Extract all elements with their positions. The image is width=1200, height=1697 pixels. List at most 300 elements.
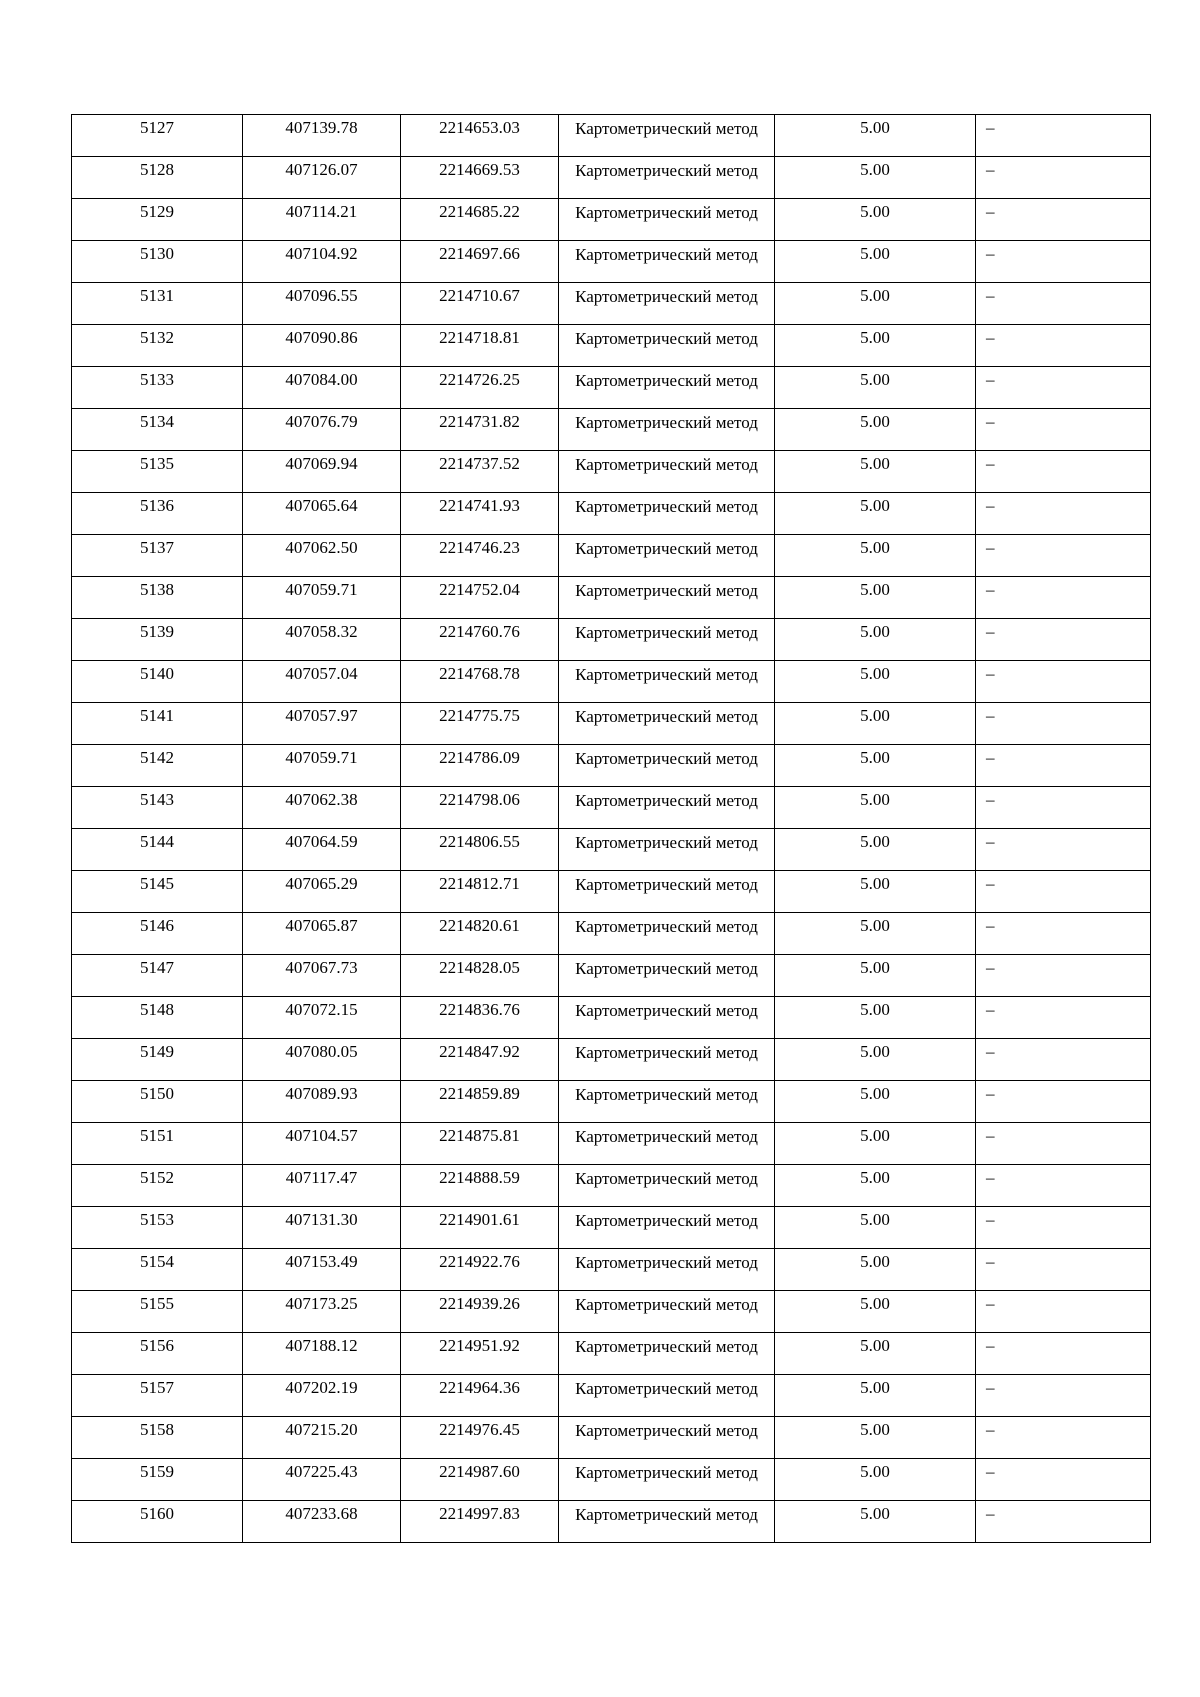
y-coordinate-cell [401,367,559,409]
accuracy-cell [775,115,976,157]
point-number-cell [72,1165,243,1207]
note-cell [976,199,1151,241]
method-value: Картометрический метод [575,245,758,264]
note-value: – [986,664,995,683]
y-coordinate-value: 2214741.93 [439,496,520,515]
note-cell [976,703,1151,745]
accuracy-value: 5.00 [860,1126,890,1145]
x-coordinate-cell [243,871,401,913]
accuracy-value: 5.00 [860,1420,890,1439]
method-value: Картометрический метод [575,581,758,600]
accuracy-value: 5.00 [860,1336,890,1355]
note-cell [976,787,1151,829]
method-cell [559,535,775,577]
method-cell [559,1375,775,1417]
y-coordinate-value: 2214888.59 [439,1168,520,1187]
y-coordinate-value: 2214976.45 [439,1420,520,1439]
method-value: Картометрический метод [575,665,758,684]
table-row [72,283,1151,325]
accuracy-value: 5.00 [860,580,890,599]
method-cell [559,1123,775,1165]
accuracy-value: 5.00 [860,1042,890,1061]
y-coordinate-cell [401,157,559,199]
accuracy-cell [775,787,976,829]
accuracy-cell [775,367,976,409]
point-number-value: 5141 [140,706,174,725]
point-number-cell [72,745,243,787]
accuracy-cell [775,1165,976,1207]
y-coordinate-cell [401,199,559,241]
point-number-value: 5130 [140,244,174,263]
accuracy-value: 5.00 [860,790,890,809]
method-cell [559,283,775,325]
table-row [72,871,1151,913]
y-coordinate-value: 2214760.76 [439,622,520,641]
y-coordinate-cell [401,619,559,661]
method-value: Картометрический метод [575,539,758,558]
accuracy-value: 5.00 [860,328,890,347]
y-coordinate-value: 2214798.06 [439,790,520,809]
x-coordinate-cell [243,829,401,871]
point-number-cell [72,1123,243,1165]
point-number-value: 5131 [140,286,174,305]
point-number-value: 5139 [140,622,174,641]
note-value: – [986,916,995,935]
point-number-cell [72,283,243,325]
x-coordinate-value: 407057.97 [285,706,358,725]
coordinates-table [71,114,1151,1543]
method-cell [559,1417,775,1459]
x-coordinate-value: 407126.07 [285,160,358,179]
point-number-value: 5157 [140,1378,174,1397]
x-coordinate-cell [243,619,401,661]
method-cell [559,409,775,451]
accuracy-cell [775,535,976,577]
x-coordinate-value: 407065.29 [285,874,358,893]
accuracy-value: 5.00 [860,1462,890,1481]
table-row [72,115,1151,157]
x-coordinate-cell [243,1459,401,1501]
y-coordinate-cell [401,661,559,703]
y-coordinate-cell [401,955,559,997]
y-coordinate-value: 2214806.55 [439,832,520,851]
x-coordinate-value: 407067.73 [285,958,358,977]
method-cell [559,367,775,409]
accuracy-cell [775,871,976,913]
note-cell [976,409,1151,451]
table-row [72,1333,1151,1375]
table-row [72,955,1151,997]
table-row [72,367,1151,409]
note-value: – [986,832,995,851]
accuracy-cell [775,1291,976,1333]
x-coordinate-cell [243,1333,401,1375]
accuracy-value: 5.00 [860,286,890,305]
x-coordinate-cell [243,1249,401,1291]
x-coordinate-cell [243,997,401,1039]
method-cell [559,913,775,955]
accuracy-value: 5.00 [860,1210,890,1229]
x-coordinate-cell [243,367,401,409]
note-value: – [986,1336,995,1355]
y-coordinate-value: 2214901.61 [439,1210,520,1229]
point-number-cell [72,703,243,745]
y-coordinate-cell [401,409,559,451]
note-cell [976,1291,1151,1333]
x-coordinate-value: 407065.87 [285,916,358,935]
y-coordinate-value: 2214836.76 [439,1000,520,1019]
x-coordinate-cell [243,1081,401,1123]
method-value: Картометрический метод [575,707,758,726]
point-number-cell [72,913,243,955]
accuracy-value: 5.00 [860,1252,890,1271]
x-coordinate-value: 407202.19 [285,1378,358,1397]
method-value: Картометрический метод [575,1505,758,1524]
x-coordinate-cell [243,199,401,241]
table-row [72,451,1151,493]
y-coordinate-cell [401,1333,559,1375]
accuracy-value: 5.00 [860,412,890,431]
x-coordinate-value: 407076.79 [285,412,358,431]
y-coordinate-cell [401,1417,559,1459]
note-value: – [986,496,995,515]
point-number-value: 5160 [140,1504,174,1523]
note-value: – [986,1210,995,1229]
method-cell [559,1291,775,1333]
method-cell [559,955,775,997]
note-cell [976,157,1151,199]
note-cell [976,829,1151,871]
note-cell [976,241,1151,283]
x-coordinate-value: 407062.38 [285,790,358,809]
x-coordinate-cell [243,1207,401,1249]
accuracy-cell [775,283,976,325]
table-row [72,325,1151,367]
method-value: Картометрический метод [575,203,758,222]
accuracy-cell [775,577,976,619]
table-row [72,703,1151,745]
table-row [72,493,1151,535]
method-value: Картометрический метод [575,917,758,936]
y-coordinate-cell [401,1249,559,1291]
method-cell [559,577,775,619]
x-coordinate-cell [243,1417,401,1459]
note-value: – [986,1504,995,1523]
note-value: – [986,1462,995,1481]
point-number-cell [72,1333,243,1375]
y-coordinate-cell [401,283,559,325]
point-number-value: 5152 [140,1168,174,1187]
method-value: Картометрический метод [575,1421,758,1440]
method-value: Картометрический метод [575,1085,758,1104]
x-coordinate-value: 407104.92 [285,244,358,263]
x-coordinate-value: 407188.12 [285,1336,358,1355]
note-value: – [986,286,995,305]
note-value: – [986,538,995,557]
x-coordinate-value: 407064.59 [285,832,358,851]
y-coordinate-value: 2214964.36 [439,1378,520,1397]
note-cell [976,1039,1151,1081]
point-number-cell [72,661,243,703]
accuracy-value: 5.00 [860,1000,890,1019]
accuracy-cell [775,661,976,703]
table-row [72,577,1151,619]
table-row [72,241,1151,283]
method-value: Картометрический метод [575,1337,758,1356]
point-number-cell [72,325,243,367]
method-cell [559,829,775,871]
point-number-cell [72,1459,243,1501]
note-cell [976,1501,1151,1543]
note-cell [976,1249,1151,1291]
x-coordinate-value: 407139.78 [285,118,358,137]
note-cell [976,1165,1151,1207]
x-coordinate-value: 407059.71 [285,748,358,767]
x-coordinate-cell [243,451,401,493]
point-number-value: 5133 [140,370,174,389]
x-coordinate-value: 407173.25 [285,1294,358,1313]
x-coordinate-value: 407104.57 [285,1126,358,1145]
note-value: – [986,328,995,347]
note-cell [976,955,1151,997]
x-coordinate-value: 407059.71 [285,580,358,599]
point-number-value: 5146 [140,916,174,935]
point-number-cell [72,577,243,619]
table-row [72,1375,1151,1417]
point-number-cell [72,871,243,913]
note-cell [976,745,1151,787]
table-row [72,997,1151,1039]
table-row [72,1123,1151,1165]
accuracy-cell [775,619,976,661]
y-coordinate-value: 2214731.82 [439,412,520,431]
x-coordinate-value: 407062.50 [285,538,358,557]
method-cell [559,1459,775,1501]
x-coordinate-value: 407069.94 [285,454,358,473]
x-coordinate-value: 407215.20 [285,1420,358,1439]
note-value: – [986,1126,995,1145]
y-coordinate-value: 2214653.03 [439,118,520,137]
method-cell [559,997,775,1039]
method-value: Картометрический метод [575,371,758,390]
y-coordinate-value: 2214939.26 [439,1294,520,1313]
note-cell [976,1417,1151,1459]
accuracy-cell [775,1039,976,1081]
note-cell [976,493,1151,535]
point-number-value: 5147 [140,958,174,977]
method-cell [559,115,775,157]
x-coordinate-value: 407057.04 [285,664,358,683]
x-coordinate-cell [243,1165,401,1207]
note-cell [976,661,1151,703]
point-number-value: 5158 [140,1420,174,1439]
x-coordinate-cell [243,1123,401,1165]
y-coordinate-cell [401,913,559,955]
table-row [72,1291,1151,1333]
x-coordinate-cell [243,283,401,325]
method-value: Картометрический метод [575,1463,758,1482]
method-cell [559,1039,775,1081]
accuracy-cell [775,409,976,451]
note-cell [976,283,1151,325]
y-coordinate-cell [401,241,559,283]
note-value: – [986,412,995,431]
accuracy-cell [775,1081,976,1123]
x-coordinate-value: 407065.64 [285,496,358,515]
note-value: – [986,748,995,767]
method-value: Картометрический метод [575,833,758,852]
note-value: – [986,1252,995,1271]
note-value: – [986,202,995,221]
point-number-value: 5151 [140,1126,174,1145]
y-coordinate-cell [401,1165,559,1207]
method-cell [559,703,775,745]
point-number-value: 5134 [140,412,174,431]
y-coordinate-cell [401,703,559,745]
point-number-cell [72,1417,243,1459]
method-value: Картометрический метод [575,623,758,642]
method-value: Картометрический метод [575,1127,758,1146]
accuracy-value: 5.00 [860,454,890,473]
note-value: – [986,1000,995,1019]
method-value: Картометрический метод [575,1043,758,1062]
method-value: Картометрический метод [575,875,758,894]
y-coordinate-cell [401,871,559,913]
accuracy-value: 5.00 [860,1168,890,1187]
table-row [72,409,1151,451]
x-coordinate-value: 407072.15 [285,1000,358,1019]
table-row [72,1417,1151,1459]
method-cell [559,619,775,661]
y-coordinate-cell [401,577,559,619]
point-number-cell [72,115,243,157]
point-number-cell [72,955,243,997]
method-cell [559,1165,775,1207]
accuracy-value: 5.00 [860,664,890,683]
accuracy-cell [775,1501,976,1543]
point-number-value: 5154 [140,1252,174,1271]
x-coordinate-cell [243,115,401,157]
x-coordinate-cell [243,661,401,703]
x-coordinate-cell [243,1291,401,1333]
table-row [72,1081,1151,1123]
method-value: Картометрический метод [575,959,758,978]
point-number-value: 5156 [140,1336,174,1355]
accuracy-cell [775,745,976,787]
x-coordinate-cell [243,409,401,451]
note-cell [976,619,1151,661]
x-coordinate-cell [243,577,401,619]
x-coordinate-cell [243,1375,401,1417]
accuracy-value: 5.00 [860,916,890,935]
method-value: Картометрический метод [575,1211,758,1230]
accuracy-value: 5.00 [860,706,890,725]
x-coordinate-cell [243,703,401,745]
x-coordinate-value: 407114.21 [285,202,358,221]
note-value: – [986,454,995,473]
y-coordinate-value: 2214746.23 [439,538,520,557]
accuracy-cell [775,1123,976,1165]
note-cell [976,1375,1151,1417]
x-coordinate-value: 407058.32 [285,622,358,641]
method-value: Картометрический метод [575,1295,758,1314]
y-coordinate-value: 2214812.71 [439,874,520,893]
accuracy-cell [775,1249,976,1291]
accuracy-cell [775,829,976,871]
x-coordinate-value: 407153.49 [285,1252,358,1271]
y-coordinate-value: 2214987.60 [439,1462,520,1481]
x-coordinate-value: 407096.55 [285,286,358,305]
x-coordinate-cell [243,325,401,367]
note-value: – [986,1420,995,1439]
point-number-cell [72,1291,243,1333]
table-row [72,913,1151,955]
note-cell [976,451,1151,493]
accuracy-cell [775,703,976,745]
point-number-cell [72,1375,243,1417]
x-coordinate-value: 407225.43 [285,1462,358,1481]
note-value: – [986,958,995,977]
table-row [72,1039,1151,1081]
x-coordinate-cell [243,913,401,955]
accuracy-value: 5.00 [860,958,890,977]
y-coordinate-value: 2214859.89 [439,1084,520,1103]
accuracy-cell [775,241,976,283]
table-row [72,199,1151,241]
method-cell [559,871,775,913]
note-value: – [986,874,995,893]
note-cell [976,913,1151,955]
method-value: Картометрический метод [575,119,758,138]
accuracy-value: 5.00 [860,496,890,515]
x-coordinate-cell [243,535,401,577]
point-number-value: 5127 [140,118,174,137]
point-number-value: 5128 [140,160,174,179]
accuracy-cell [775,997,976,1039]
y-coordinate-value: 2214951.92 [439,1336,520,1355]
accuracy-value: 5.00 [860,160,890,179]
table-row [72,1249,1151,1291]
accuracy-value: 5.00 [860,1378,890,1397]
point-number-cell [72,1501,243,1543]
point-number-cell [72,1081,243,1123]
point-number-cell [72,1207,243,1249]
x-coordinate-cell [243,241,401,283]
point-number-value: 5138 [140,580,174,599]
method-value: Картометрический метод [575,791,758,810]
x-coordinate-value: 407131.30 [285,1210,358,1229]
point-number-value: 5155 [140,1294,174,1313]
accuracy-cell [775,1459,976,1501]
x-coordinate-value: 407233.68 [285,1504,358,1523]
accuracy-value: 5.00 [860,832,890,851]
method-cell [559,787,775,829]
table-row [72,1207,1151,1249]
table-row [72,1501,1151,1543]
accuracy-value: 5.00 [860,874,890,893]
y-coordinate-value: 2214775.75 [439,706,520,725]
point-number-value: 5142 [140,748,174,767]
y-coordinate-value: 2214768.78 [439,664,520,683]
note-value: – [986,118,995,137]
note-cell [976,325,1151,367]
x-coordinate-cell [243,745,401,787]
method-cell [559,241,775,283]
method-cell [559,745,775,787]
point-number-value: 5143 [140,790,174,809]
y-coordinate-cell [401,325,559,367]
y-coordinate-value: 2214710.67 [439,286,520,305]
